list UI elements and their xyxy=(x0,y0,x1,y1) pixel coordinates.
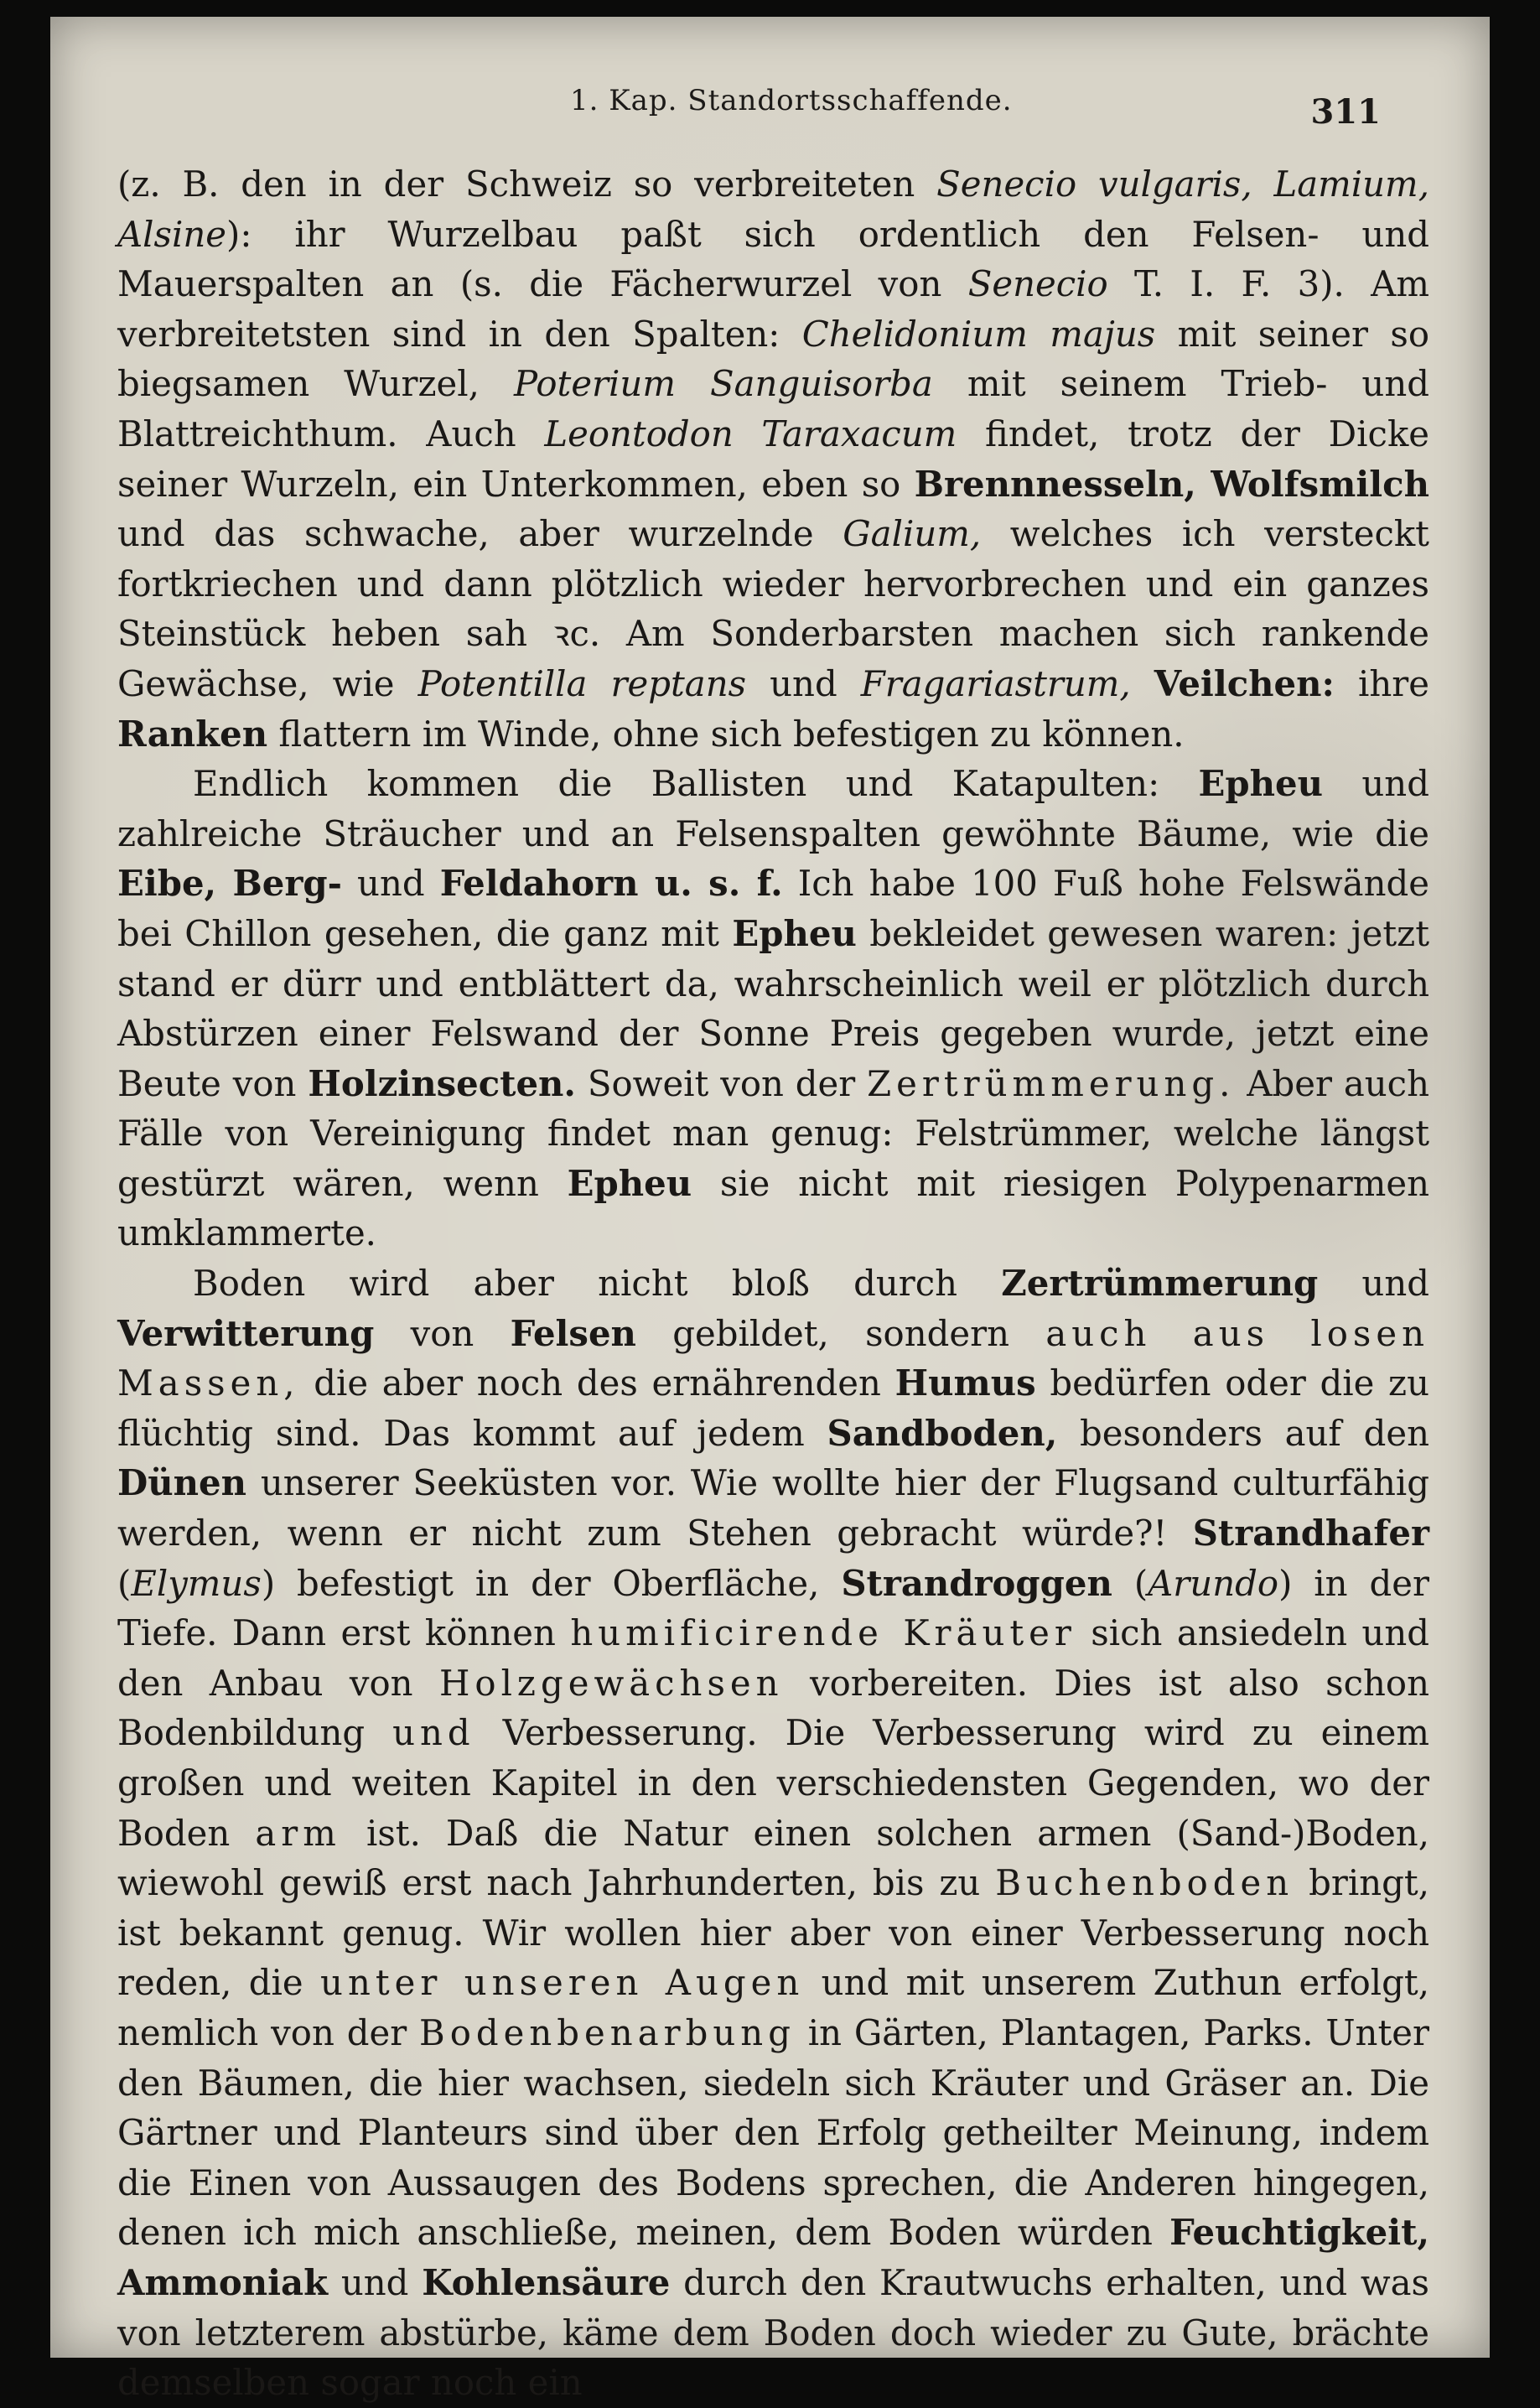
italic-term: Galium, xyxy=(843,513,982,555)
text-run: bedürfen oder die zu flüchtig sind. Das kommt auf jedem xyxy=(117,1362,1429,1454)
text-run: T. I. F. 3). Am verbreitetsten sind in den Spalten: xyxy=(117,263,1429,355)
spaced-emphasis: und xyxy=(392,1712,475,1754)
text-run: die aber noch des ernährenden xyxy=(299,1362,895,1404)
text-run: bringt, ist bekannt genug. Wir wollen hier aber von einer Verbesserung noch reden, die xyxy=(117,1862,1429,2004)
bold-term: Feuchtigkeit, Ammoniak xyxy=(117,2212,1429,2303)
italic-term: Poterium Sanguisorba xyxy=(513,363,933,405)
text-run: und xyxy=(328,2261,423,2303)
spaced-emphasis: humificirende Kräuter xyxy=(570,1612,1076,1654)
text-run: von xyxy=(374,1312,511,1354)
text-run: mit seiner so biegsamen Wurzel, xyxy=(117,313,1429,405)
bold-term: Eibe, Berg- xyxy=(117,863,342,905)
bold-term: Sandboden, xyxy=(827,1412,1058,1454)
spaced-emphasis: Zertrümmerung. xyxy=(867,1062,1236,1104)
italic-term: Arundo xyxy=(1148,1562,1279,1604)
bold-term: Verwitterung xyxy=(117,1312,375,1354)
text-run: Soweit von der xyxy=(576,1062,868,1104)
spaced-emphasis: Buchenboden xyxy=(995,1862,1294,1904)
text-run: welches ich versteckt fortkriechen und dann plötzlich wieder hervorbrechen und ein ganzes Steinstück heben sah ꝛc. Am Sonderbarsten machen sich rankende Gewächse, wie xyxy=(117,513,1429,704)
text-run: vorbereiten. Dies ist also schon Bodenbildung xyxy=(117,1662,1429,1754)
italic-term: Chelidonium majus xyxy=(801,313,1156,355)
text-run: besonders auf den xyxy=(1057,1412,1429,1454)
text-run: Endlich kommen die Ballisten und Katapulten: xyxy=(193,763,1199,805)
bold-term: Epheu xyxy=(567,1162,692,1204)
text-run: unserer Seeküsten vor. Wie wollte hier der Flugsand culturfähig werden, wenn er nicht zum Stehen gebracht würde?! xyxy=(117,1462,1429,1554)
paragraph xyxy=(117,159,1429,759)
text-run: Boden wird aber nicht bloß durch xyxy=(193,1263,1002,1305)
bold-term: Humus xyxy=(894,1362,1036,1404)
spaced-emphasis: auch aus losen Massen, xyxy=(117,1312,1429,1404)
text-run: und zahlreiche Sträucher und an Felsenspalten gewöhnte Bäume, wie die xyxy=(117,763,1429,854)
text-run: flattern im Winde, ohne sich befestigen zu können. xyxy=(267,713,1185,755)
italic-term: Leontodon Taraxacum xyxy=(544,413,957,454)
text-run: durch den Krautwuchs erhalten, und was von letzterem abstürbe, käme dem Boden doch wieder zu Gute, brächte demselben sogar noch ein xyxy=(117,2261,1429,2404)
bold-term: Kohlensäure xyxy=(422,2261,671,2303)
text-run: und xyxy=(1318,1263,1430,1305)
text-run: in Gärten, Plantagen, Parks. Unter den Bäumen, die hier wachsen, siedeln sich Kräuter und Gräser an. Die Gärtner und Planteurs sind über den Erfolg getheilter Meinung, indem die Einen von Aussaugen des Bodens sprechen, die Anderen hingegen, denen ich mich anschließe, meinen, dem Boden würden xyxy=(117,2011,1429,2254)
bold-term: Zertrümmerung xyxy=(1001,1263,1319,1305)
bold-term: Ranken xyxy=(117,713,268,755)
text-run: und mit unserem Zuthun erfolgt, nemlich von der xyxy=(117,1962,1430,2053)
bold-term: Epheu xyxy=(732,912,857,954)
text-run xyxy=(1131,663,1154,704)
running-head: 1. Kap. Standortsschaffende. xyxy=(570,84,1013,117)
bold-term: Strandroggen xyxy=(841,1562,1112,1604)
spaced-emphasis: unter unseren Augen xyxy=(320,1962,805,2004)
bold-term: Holzinsecten. xyxy=(308,1062,576,1104)
text-run: sie nicht mit riesigen Polypenarmen umklammerte. xyxy=(117,1162,1429,1254)
italic-term: Senecio xyxy=(967,263,1108,305)
italic-term: Potentilla reptans xyxy=(417,662,747,704)
bold-term: Felsen xyxy=(510,1312,636,1354)
text-run: ihre xyxy=(1334,662,1430,704)
italic-term: Senecio vulgaris, Lamium, Alsine xyxy=(117,163,1429,255)
paragraph xyxy=(117,759,1429,1258)
spaced-emphasis: arm xyxy=(255,1812,341,1854)
bold-term: Feldahorn u. s. f. xyxy=(439,863,783,905)
text-run: Ich habe 100 Fuß hohe Felswände bei Chillon gesehen, die ganz mit xyxy=(117,863,1430,954)
text-run: und xyxy=(746,662,861,704)
bold-term: Brennnesseln, Wolfsmilch xyxy=(914,463,1429,505)
text-run: ) befestigt in der Oberfläche, xyxy=(261,1562,842,1604)
text-run: sich ansiedeln und den Anbau von xyxy=(117,1612,1430,1704)
text-run: findet, trotz der Dicke seiner Wurzeln, ein Unterkommen, eben so xyxy=(117,413,1430,505)
bold-term: Dünen xyxy=(117,1462,247,1504)
page-number: 311 xyxy=(1310,92,1381,132)
text-run: mit seinem Trieb- und Blattreichthum. Auch xyxy=(117,363,1430,454)
text-run: Aber auch Fälle von Vereinigung findet man genug: Felstrümmer, welche längst gestürzt wären, wenn xyxy=(117,1062,1429,1204)
bold-term: Veilchen: xyxy=(1154,662,1335,704)
italic-term: Elymus xyxy=(131,1562,262,1604)
book-page xyxy=(50,17,1490,2404)
body-text xyxy=(117,159,1429,2408)
text-run: ist. Daß die Natur einen solchen armen (Sand-)Boden, wiewohl gewiß erst nach Jahrhunderten, bis zu xyxy=(117,1812,1430,1904)
text-run: ): ihr Wurzelbau paßt sich ordentlich den Felsen- und Mauerspalten an (s. die Fächerwurzel von xyxy=(117,213,1429,305)
paragraph xyxy=(117,1258,1429,2408)
text-run: gebildet, sondern xyxy=(635,1312,1046,1354)
spaced-emphasis: Holzgewächsen xyxy=(438,1662,784,1704)
bold-term: Strandhafer xyxy=(1192,1513,1429,1554)
text-run: ( xyxy=(1112,1562,1149,1604)
text-run: ( xyxy=(117,1562,132,1604)
bold-term: Epheu xyxy=(1198,763,1323,805)
spaced-emphasis: Bodenbenarbung xyxy=(419,2011,796,2053)
text-run: bekleidet gewesen waren: jetzt stand er dürr und entblättert da, wahrscheinlich weil er plötzlich durch Abstürzen einer Felswand der Sonne Preis gegeben wurde, jetzt eine Beute von xyxy=(117,912,1430,1104)
italic-term: Fragariastrum, xyxy=(860,662,1131,704)
text-run: (z. B. den in der Schweiz so verbreiteten xyxy=(117,163,937,205)
text-run: Verbesserung. Die Verbesserung wird zu einem großen und weiten Kapitel in den verschiedensten Gegenden, wo der Boden xyxy=(117,1712,1429,1854)
text-run: und das schwache, aber wurzelnde xyxy=(117,513,843,555)
text-run: und xyxy=(341,863,440,905)
text-run: ) in der Tiefe. Dann erst können xyxy=(117,1562,1430,1654)
